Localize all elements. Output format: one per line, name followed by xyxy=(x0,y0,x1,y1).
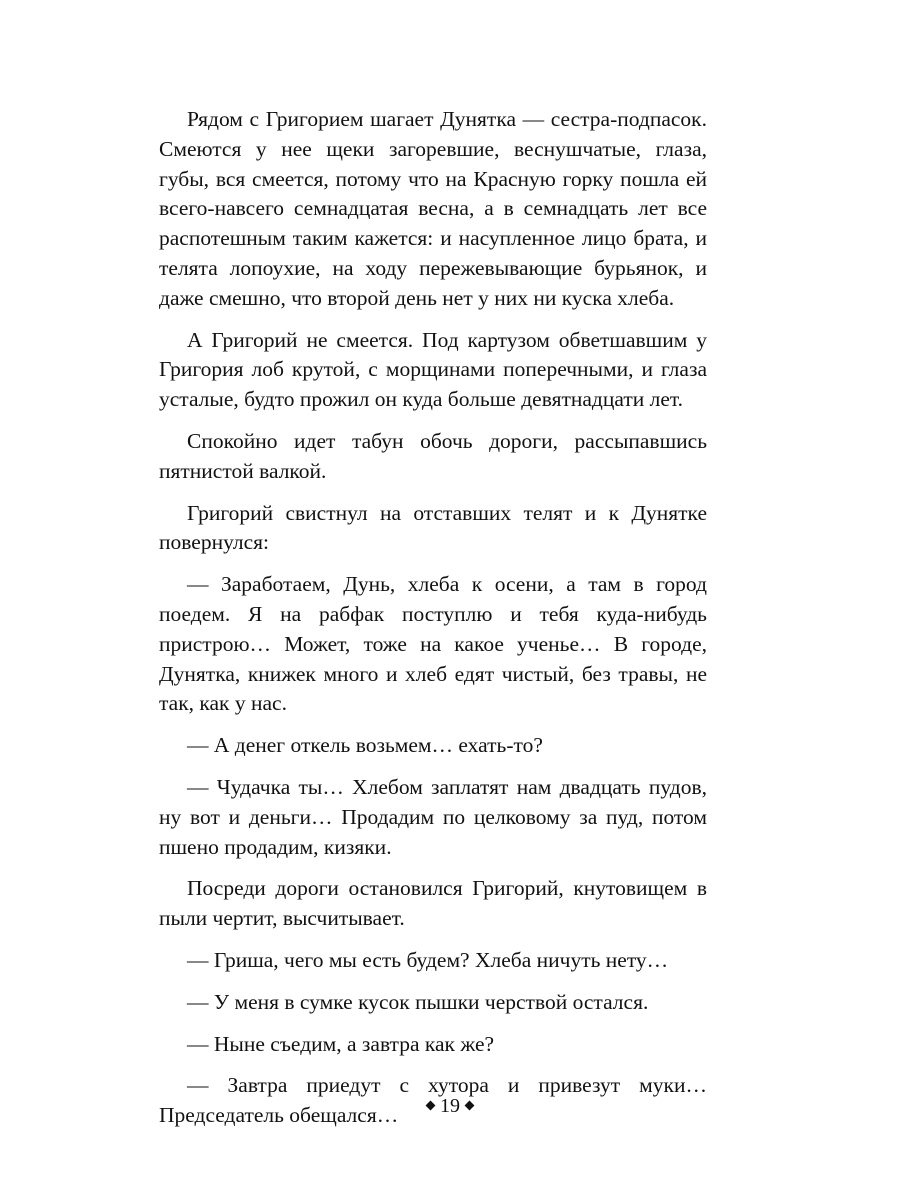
paragraph: Посреди дороги остановился Григорий, кнутовищем в пыли чертит, высчитывает. xyxy=(159,876,707,931)
left-diamond-ornament-icon xyxy=(426,1100,436,1110)
page-text-body xyxy=(159,105,707,1143)
paragraph: Спокойно идет табун обочь дороги, рассыпавшись пятнистой валкой. xyxy=(159,428,707,483)
paragraph: Григорий свистнул на отставших телят и к Дунятке повернулся: xyxy=(159,500,707,555)
dialogue-paragraph: — А денег откель возьмем… ехать-то? xyxy=(187,733,543,758)
dialogue-paragraph: — Завтра приедут с хутора и привезут муки… Председатель обещался… xyxy=(159,1073,707,1128)
dialogue-paragraph: — Ныне съедим, а завтра как же? xyxy=(187,1031,495,1056)
dialogue-paragraph: — Чудачка ты… Хлебом заплатят нам двадцать пудов, ну вот и деньги… Продадим по целковому за пуд, потом пшено продадим, кизяки. xyxy=(159,774,707,859)
page-number-footer xyxy=(0,1094,900,1118)
page-number: 19 xyxy=(440,1095,460,1117)
dialogue-paragraph: — У меня в сумке кусок пышки черствой остался. xyxy=(187,989,649,1014)
right-diamond-ornament-icon xyxy=(465,1100,475,1110)
dialogue-paragraph: — Гриша, чего мы есть будем? Хлеба ничуть нету… xyxy=(187,947,669,972)
paragraph: Рядом с Григорием шагает Дунятка — сестра-подпасок. Смеются у нее щеки загоревшие, веснушчатые, глаза, губы, вся смеется, потому что на Красную горку пошла ей всего-навсего семнадцатая весна, а в семнадцать лет все распотешным таким кажется: и насупленное лицо брата, и телята лопоухие, на ходу пережевывающие бурьянок, и даже смешно, что второй день нет у них ни куска хлеба. xyxy=(159,107,707,310)
paragraph: А Григорий не смеется. Под картузом обветшавшим у Григория лоб крутой, с морщинами поперечными, и глаза усталые, будто прожил он куда больше девятнадцати лет. xyxy=(159,327,707,412)
dialogue-paragraph: — Заработаем, Дунь, хлеба к осени, а там в город поедем. Я на рабфак поступлю и тебя куда-нибудь пристрою… Может, тоже на какое ученье… В городе, Дунятка, книжек много и хлеб едят чистый, без травы, не так, как у нас. xyxy=(159,572,707,716)
